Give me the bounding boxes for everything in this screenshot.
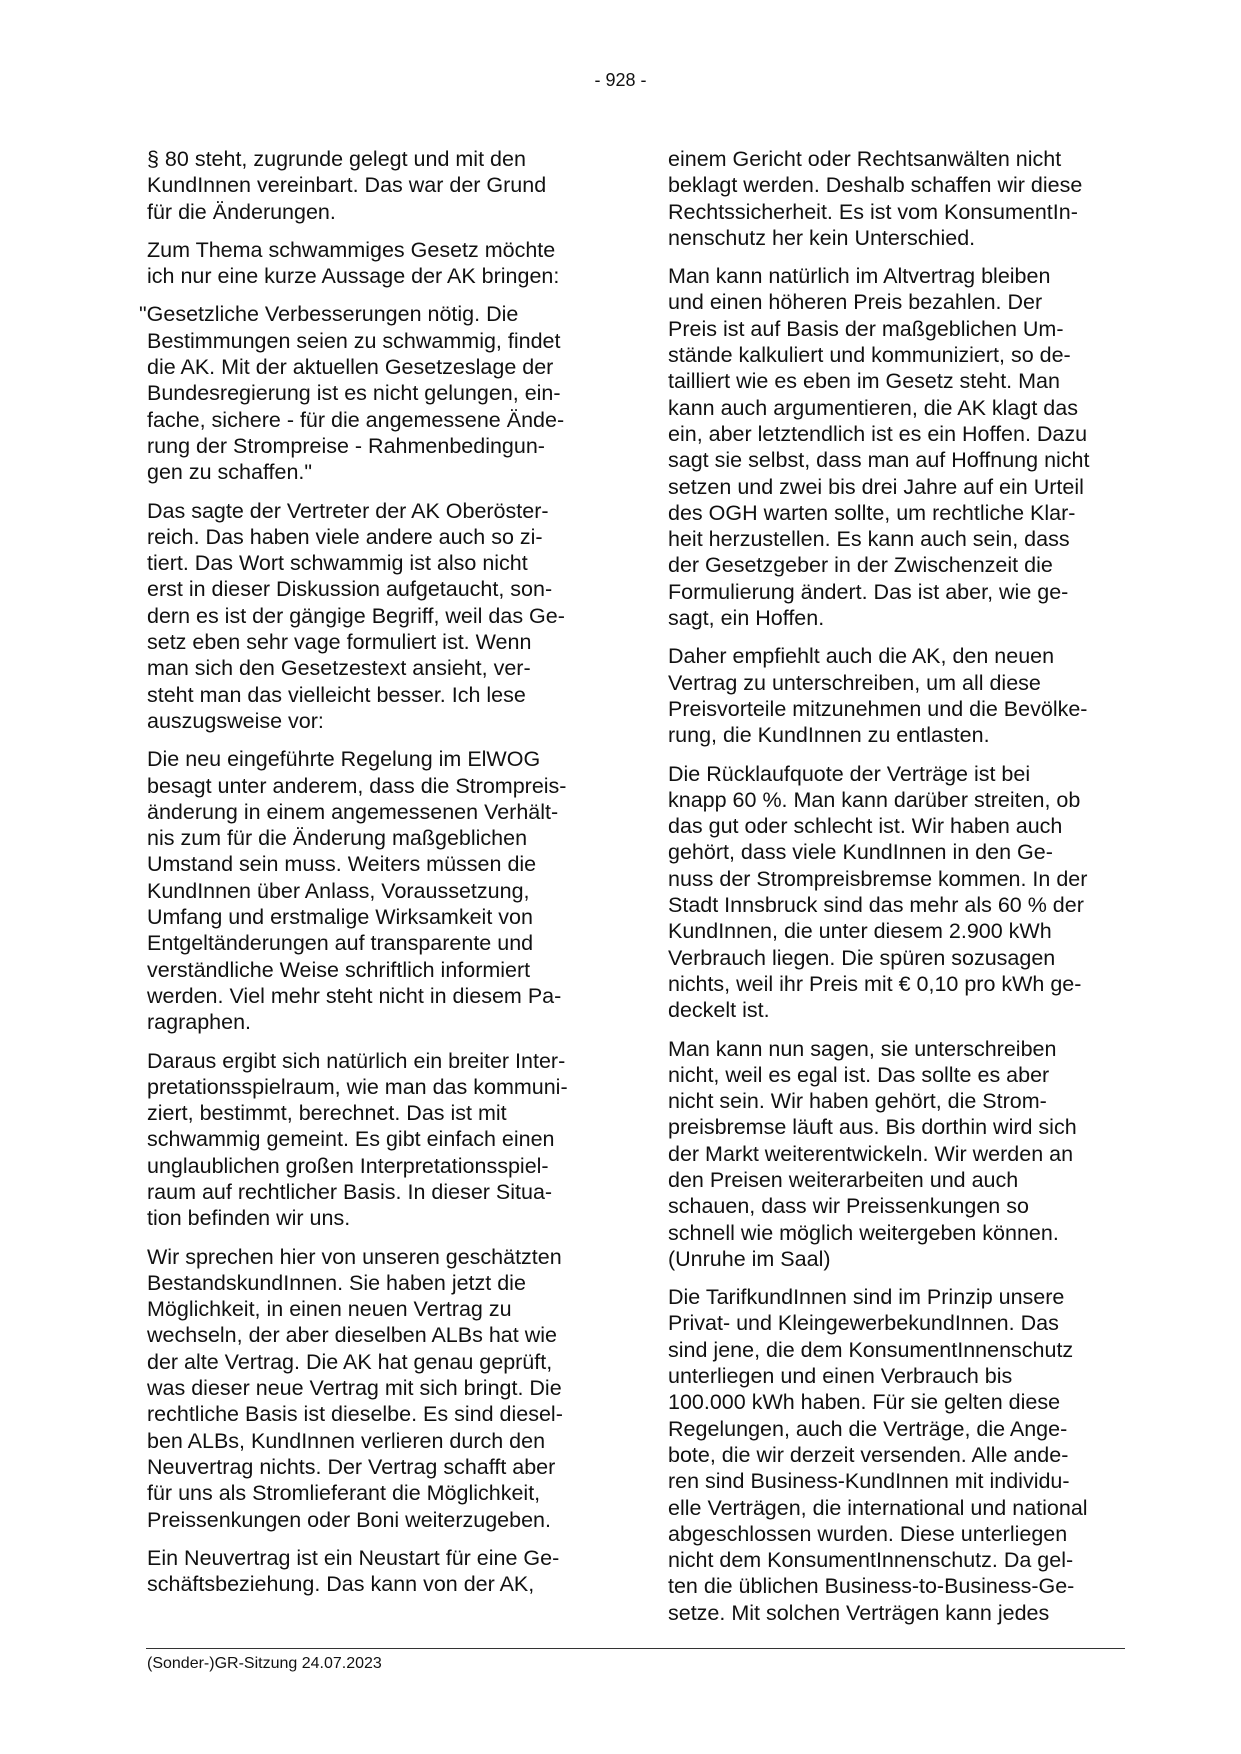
right-column <box>668 146 1126 1638</box>
paragraph: Ein Neuvertrag ist ein Neustart für eine Ge- schäftsbeziehung. Das kann von der AK, <box>147 1545 560 1597</box>
paragraph: Man kann nun sagen, sie unterschreiben nicht, weil es egal ist. Das sollte es aber nicht sein. Wir haben gehört, die Strom- preisbremse läuft aus. Bis dorthin wird sich der Markt weiterentwickeln. Wir werden an den Preisen weiterarbeiten und auch schauen, dass wir Preissenkungen so schnell wie möglich weitergeben können. (Unruhe im Saal) <box>668 1036 1077 1271</box>
paragraph: einem Gericht oder Rechtsanwälten nicht beklagt werden. Deshalb schaffen wir diese Rechtssicherheit. Es ist vom KonsumentIn- nenschutz her kein Unterschied. <box>668 147 1083 250</box>
quote-paragraph: "Gesetzliche Verbesserungen nötig. Die Bestimmungen seien zu schwammig, findet die AK. Mit der aktuellen Gesetzeslage der Bundesregierung ist es nicht gelungen, ein- fache, sichere - für die angemessene Ände- rung der Strompreise - Rahmenbedingun- gen zu schaffen." <box>139 302 565 485</box>
paragraph: Man kann natürlich im Altvertrag bleiben und einen höheren Preis bezahlen. Der Preis ist auf Basis der maßgeblichen Um- stände kalkuliert und kommuniziert, so de- tailliert wie es eben im Gesetz steht. Man kann auch argumentieren, die AK klagt das ein, aber letztendlich ist es ein Hoffen. Dazu sagt sie selbst, dass man auf Hoffnung nicht setzen und zwei bis drei Jahre auf ein Urteil des OGH warten sollte, um rechtliche Klar- heit herzustellen. Es kann auch sein, dass der Gesetzgeber in der Zwischenzeit die Formulierung ändert. Das ist aber, wie ge- sagt, ein Hoffen. <box>668 264 1090 631</box>
page-number: - 928 - <box>594 70 647 90</box>
paragraph: Die neu eingeführte Regelung im ElWOG besagt unter anderem, dass die Strompreis- änderung in einem angemessenen Verhält- nis zum für die Änderung maßgeblichen Umstand sein muss. Weiters müssen die KundInnen über Anlass, Voraussetzung, Umfang und erstmalige Wirksamkeit von Entgeltänderungen auf transparente und verständliche Weise schriftlich informiert werden. Viel mehr steht nicht in diesem Pa- ragraphen. <box>147 747 567 1035</box>
footer-divider <box>146 1648 1125 1649</box>
paragraph: § 80 steht, zugrunde gelegt und mit den KundInnen vereinbart. Das war der Grund für die Änderungen. <box>147 147 547 224</box>
paragraph: Wir sprechen hier von unseren geschätzten BestandskundInnen. Sie haben jetzt die Möglichkeit, in einen neuen Vertrag zu wechseln, der aber dieselben ALBs hat wie der alte Vertrag. Die AK hat genau geprüft, was dieser neue Vertrag mit sich bringt. Die rechtliche Basis ist dieselbe. Es sind diesel- ben ALBs, KundInnen verlieren durch den Neuvertrag nichts. Der Vertrag schafft aber für uns als Stromlieferant die Möglichkeit, Preissenkungen oder Boni weiterzugeben. <box>147 1244 563 1532</box>
paragraph: Das sagte der Vertreter der AK Oberöster- reich. Das haben viele andere auch so zi- tiert. Das Wort schwammig ist also nicht erst in dieser Diskussion aufgetaucht, son- dern es ist der gängige Begriff, weil das Ge- setz eben sehr vage formuliert ist. Wenn man sich den Gesetzestext ansieht, ver- steht man das vielleicht besser. Ich lese auszugsweise vor: <box>147 498 565 733</box>
footer-session-date: (Sonder-)GR-Sitzung 24.07.2023 <box>147 1655 382 1672</box>
paragraph: Zum Thema schwammiges Gesetz möchte ich nur eine kurze Aussage der AK bringen: <box>147 237 560 289</box>
paragraph: Daher empfiehlt auch die AK, den neuen Vertrag zu unterschreiben, um all diese Preisvorteile mitzunehmen und die Bevölke- rung, die KundInnen zu entlasten. <box>668 644 1088 748</box>
left-column <box>139 146 595 1609</box>
paragraph: Daraus ergibt sich natürlich ein breiter Inter- pretationsspielraum, wie man das kommuni- ziert, bestimmt, berechnet. Das ist mit schwammig gemeint. Es gibt einfach einen unglaublichen großen Interpretationsspiel- raum auf rechtlicher Basis. In dieser Situa- tion befinden wir uns. <box>147 1048 568 1231</box>
paragraph: Die Rücklaufquote der Verträge ist bei knapp 60 %. Man kann darüber streiten, ob das gut oder schlecht ist. Wir haben auch gehört, dass viele KundInnen in den Ge- nuss der Strompreisbremse kommen. In der Stadt Innsbruck sind das mehr als 60 % der KundInnen, die unter diesem 2.900 kWh Verbrauch liegen. Die spüren sozusagen nichts, weil ihr Preis mit € 0,10 pro kWh ge- deckelt ist. <box>668 761 1088 1023</box>
paragraph: Die TarifkundInnen sind im Prinzip unsere Privat- und KleingewerbekundInnen. Das sind jene, die dem KonsumentInnenschutz unterliegen und einen Verbrauch bis 100.000 kWh haben. Für sie gelten diese Regelungen, auch die Verträge, die Ange- bote, die wir derzeit versenden. Alle ande- ren sind Business-KundInnen mit individu- elle Verträgen, die international und national abgeschlossen wurden. Diese unterliegen nicht dem KonsumentInnenschutz. Da gel- ten die üblichen Business-to-Business-Ge- setze. Mit solchen Verträgen kann jedes <box>668 1285 1088 1625</box>
